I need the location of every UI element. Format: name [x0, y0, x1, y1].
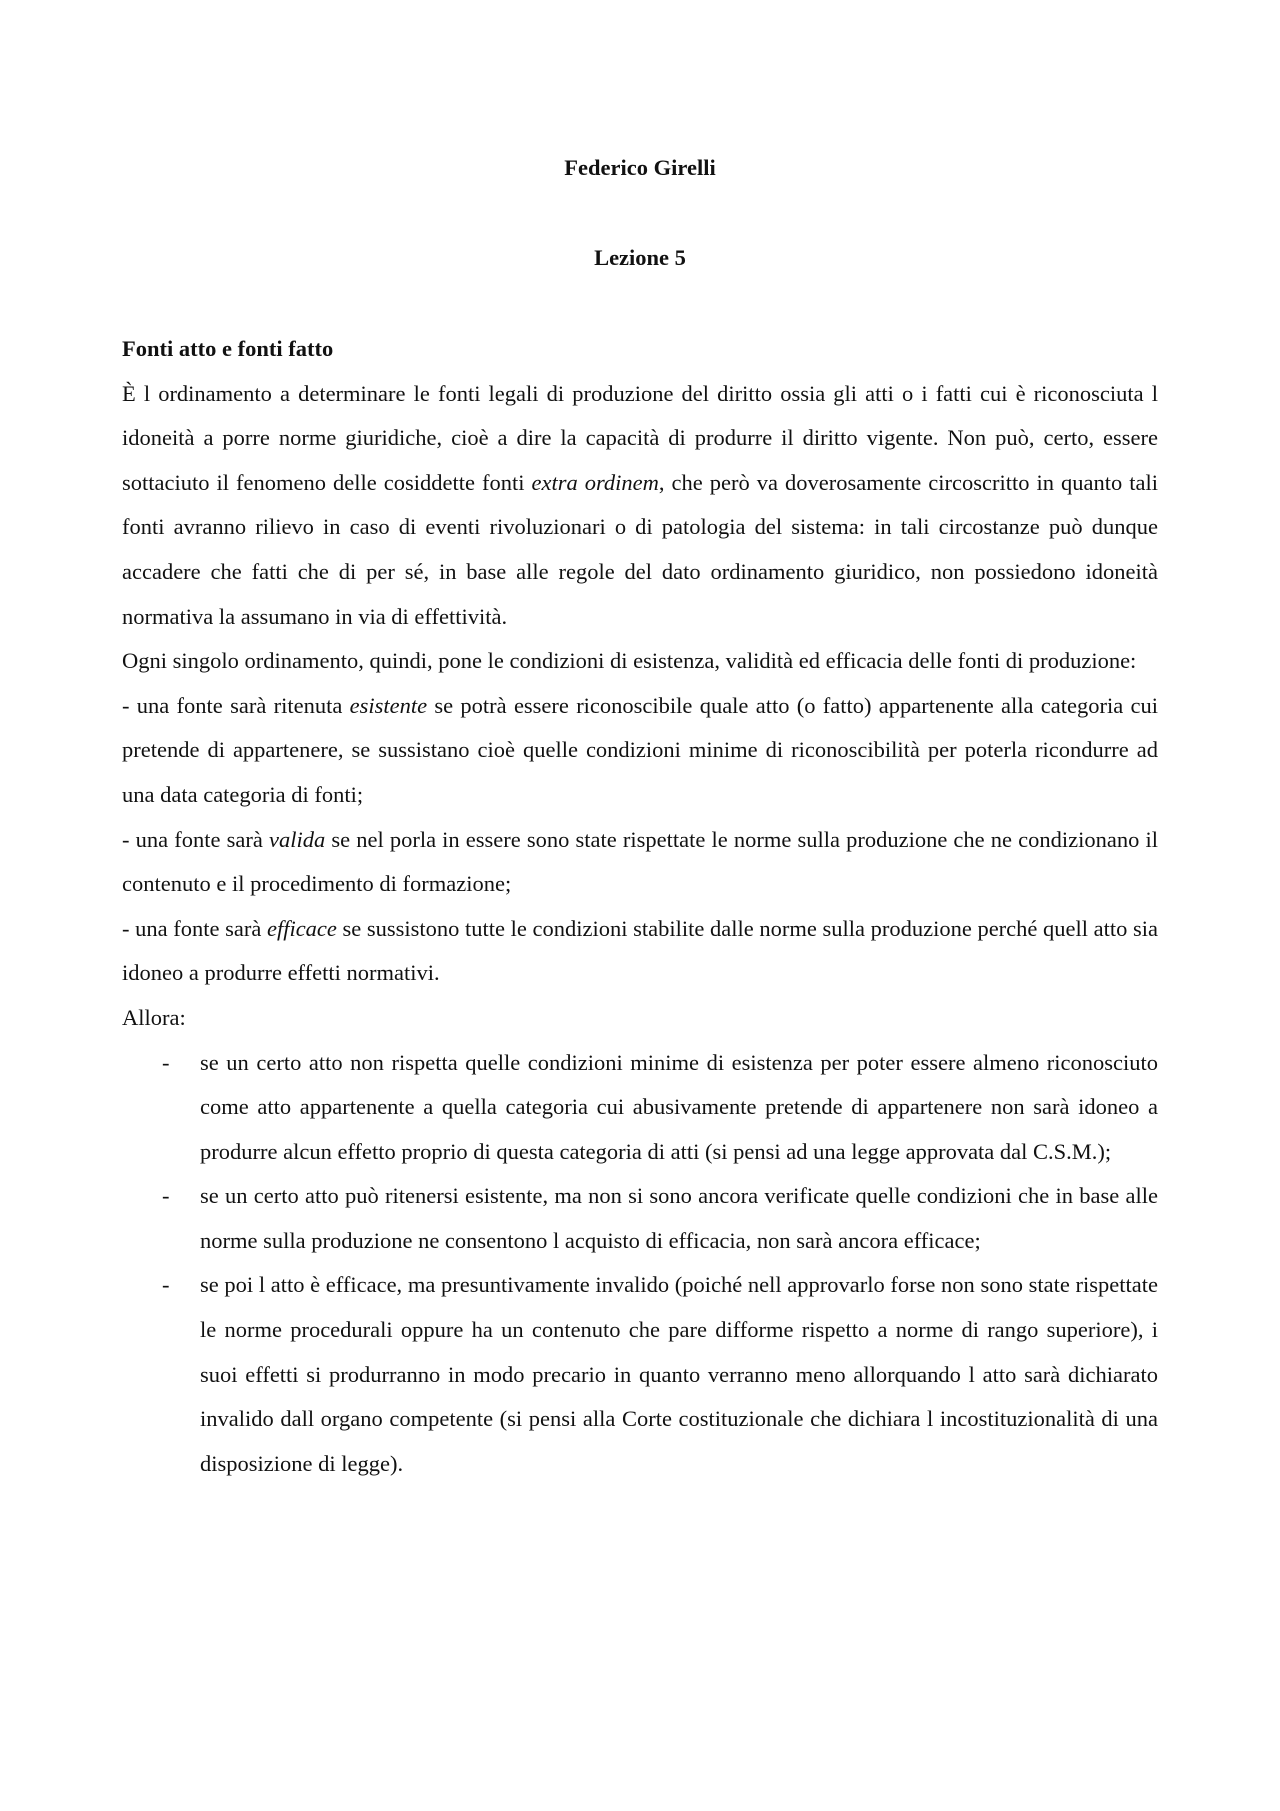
list-item [122, 1041, 1158, 1175]
criterion-term: valida [268, 826, 326, 852]
intro-text: È l ordinamento a determinare le fonti legali di produzione del diritto ossia gli atti o i fatti cui è riconosciuta l idoneità a porre norme giuridiche, cioè a dire la capacità di produrre il diritto vigente. Non può, certo, essere sottaciuto il fenomeno delle cosiddette fonti [122, 380, 1158, 495]
author-name: Federico Girelli [564, 155, 716, 180]
conditions-paragraph: Ogni singolo ordinamento, quindi, pone le condizioni di esistenza, validità ed efficacia delle fonti di produzione: [122, 648, 1137, 674]
list-item [122, 1263, 1158, 1486]
criterion-term: esistente [349, 692, 428, 718]
intro-text-tail: , che però va doverosamente circoscritto in quanto tali fonti avranno rilievo in caso di eventi rivoluzionari o di patologia del sistema: in tali circostanze può dunque accadere che fatti che di per sé, in base alle regole del dato ordinamento giuridico, non possiedono idoneità normativa la assumano in via di effettività. [122, 469, 1158, 629]
criterion-lead: - una fonte sarà ritenuta [122, 692, 350, 718]
intro-italic-term: extra ordinem [531, 469, 659, 495]
section-heading: Fonti atto e fonti fatto [122, 336, 334, 361]
criterion-efficacy [122, 907, 1158, 996]
lesson-title: Lezione 5 [594, 245, 686, 270]
dash-bullet: - [162, 1272, 170, 1298]
list-item-text: se un certo atto può ritenersi esistente, ma non si sono ancora verificate quelle condizioni che in base alle norme sulla produzione ne consentono l acquisto di efficacia, non sarà ancora efficace; [200, 1183, 1158, 1253]
criterion-text: se nel porla in essere sono state rispettate le norme sulla produzione che ne condizionano il contenuto e il procedimento di formazione; [122, 826, 1158, 897]
document-body [122, 327, 1158, 1486]
criterion-existence [122, 684, 1158, 818]
criterion-text: se sussistono tutte le condizioni stabilite dalle norme sulla produzione perché quell atto sia idoneo a produrre effetti normativi. [122, 915, 1158, 986]
criterion-lead: - una fonte sarà [122, 826, 269, 852]
dash-bullet: - [162, 1183, 170, 1209]
dash-bullet: - [162, 1049, 170, 1075]
allora-label: Allora: [122, 1004, 186, 1030]
list-item-text: se un certo atto non rispetta quelle condizioni minime di esistenza per poter essere almeno riconosciuto come atto appartenente a quella categoria cui abusivamente pretende di appartenere non sarà idoneo a produrre alcun effetto proprio di questa categoria di atti (si pensi ad una legge approvata dal C.S.M.); [200, 1049, 1158, 1164]
criterion-text: se potrà essere riconoscibile quale atto (o fatto) appartenente alla categoria cui pretende di appartenere, se sussistano cioè quelle condizioni minime di riconoscibilità per poterla ricondurre ad una data categoria di fonti; [122, 692, 1158, 807]
list-item [122, 1174, 1158, 1263]
consequences-list [122, 1041, 1158, 1487]
criterion-validity [122, 818, 1158, 907]
criterion-lead: - una fonte sarà [122, 915, 267, 941]
criterion-term: efficace [266, 915, 337, 941]
intro-paragraph [122, 372, 1158, 640]
list-item-text: se poi l atto è efficace, ma presuntivamente invalido (poiché nell approvarlo forse non sono state rispettate le norme procedurali oppure ha un contenuto che pare difforme rispetto a norme di rango superiore), i suoi effetti si produrranno in modo precario in quanto verranno meno allorquando l atto sarà dichiarato invalido dall organo competente (si pensi alla Corte costituzionale che dichiara l incostituzionalità di una disposizione di legge). [200, 1272, 1158, 1476]
